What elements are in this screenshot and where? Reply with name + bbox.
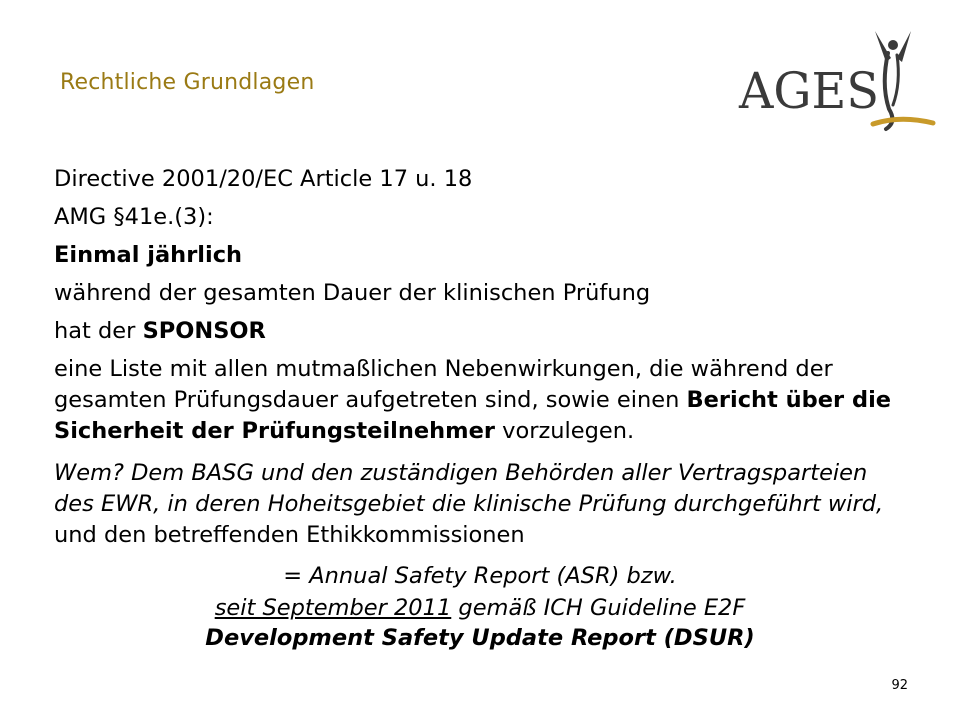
summary-line-1: = Annual Safety Report (ASR) bzw. [283, 563, 677, 589]
recipients-text-italic: Wem? Dem BASG und den zuständigen Behörden aller Vertragsparteien des EWR, in deren Hoheitsgebiet die klinische Prüfung durchgeführt wird, [54, 460, 884, 517]
recipients-paragraph [54, 458, 914, 551]
report-text-bold: Bericht über die Sicherheit der Prüfungsteilnehmer [54, 387, 892, 444]
body-lines [54, 163, 914, 347]
sponsor-prefix: hat der [54, 318, 143, 344]
summary-date: seit September 2011 [214, 595, 452, 621]
logo-text: AGES [738, 62, 879, 120]
summary-line-2 [0, 592, 960, 624]
directive-line: Directive 2001/20/EC Article 17 u. 18 [54, 166, 473, 192]
report-paragraph [54, 354, 914, 447]
amg-line: AMG §41e.(3): [54, 204, 214, 230]
slide-title: Rechtliche Grundlagen [60, 70, 315, 95]
duration-line: während der gesamten Dauer der klinischen Prüfung [54, 280, 651, 306]
summary-line-3: Development Safety Update Report (DSUR) [205, 625, 755, 651]
page-number: 92 [891, 678, 908, 693]
summary-guideline: gemäß ICH Guideline E2F [451, 595, 746, 621]
recipients-text-plain: und den betreffenden Ethikkommissionen [54, 522, 525, 548]
report-text-c: vorzulegen. [494, 418, 635, 444]
sponsor-word: SPONSOR [142, 318, 266, 344]
sponsor-line [54, 315, 914, 347]
ages-logo [735, 25, 940, 140]
report-text-a: eine Liste mit allen mutmaßlichen Nebenwirkungen, die während der gesamten Prüfungsdauer aufgetreten sind, sowie einen [54, 356, 833, 413]
logo-figure-icon [873, 31, 933, 129]
frequency-line: Einmal jährlich [54, 242, 243, 268]
